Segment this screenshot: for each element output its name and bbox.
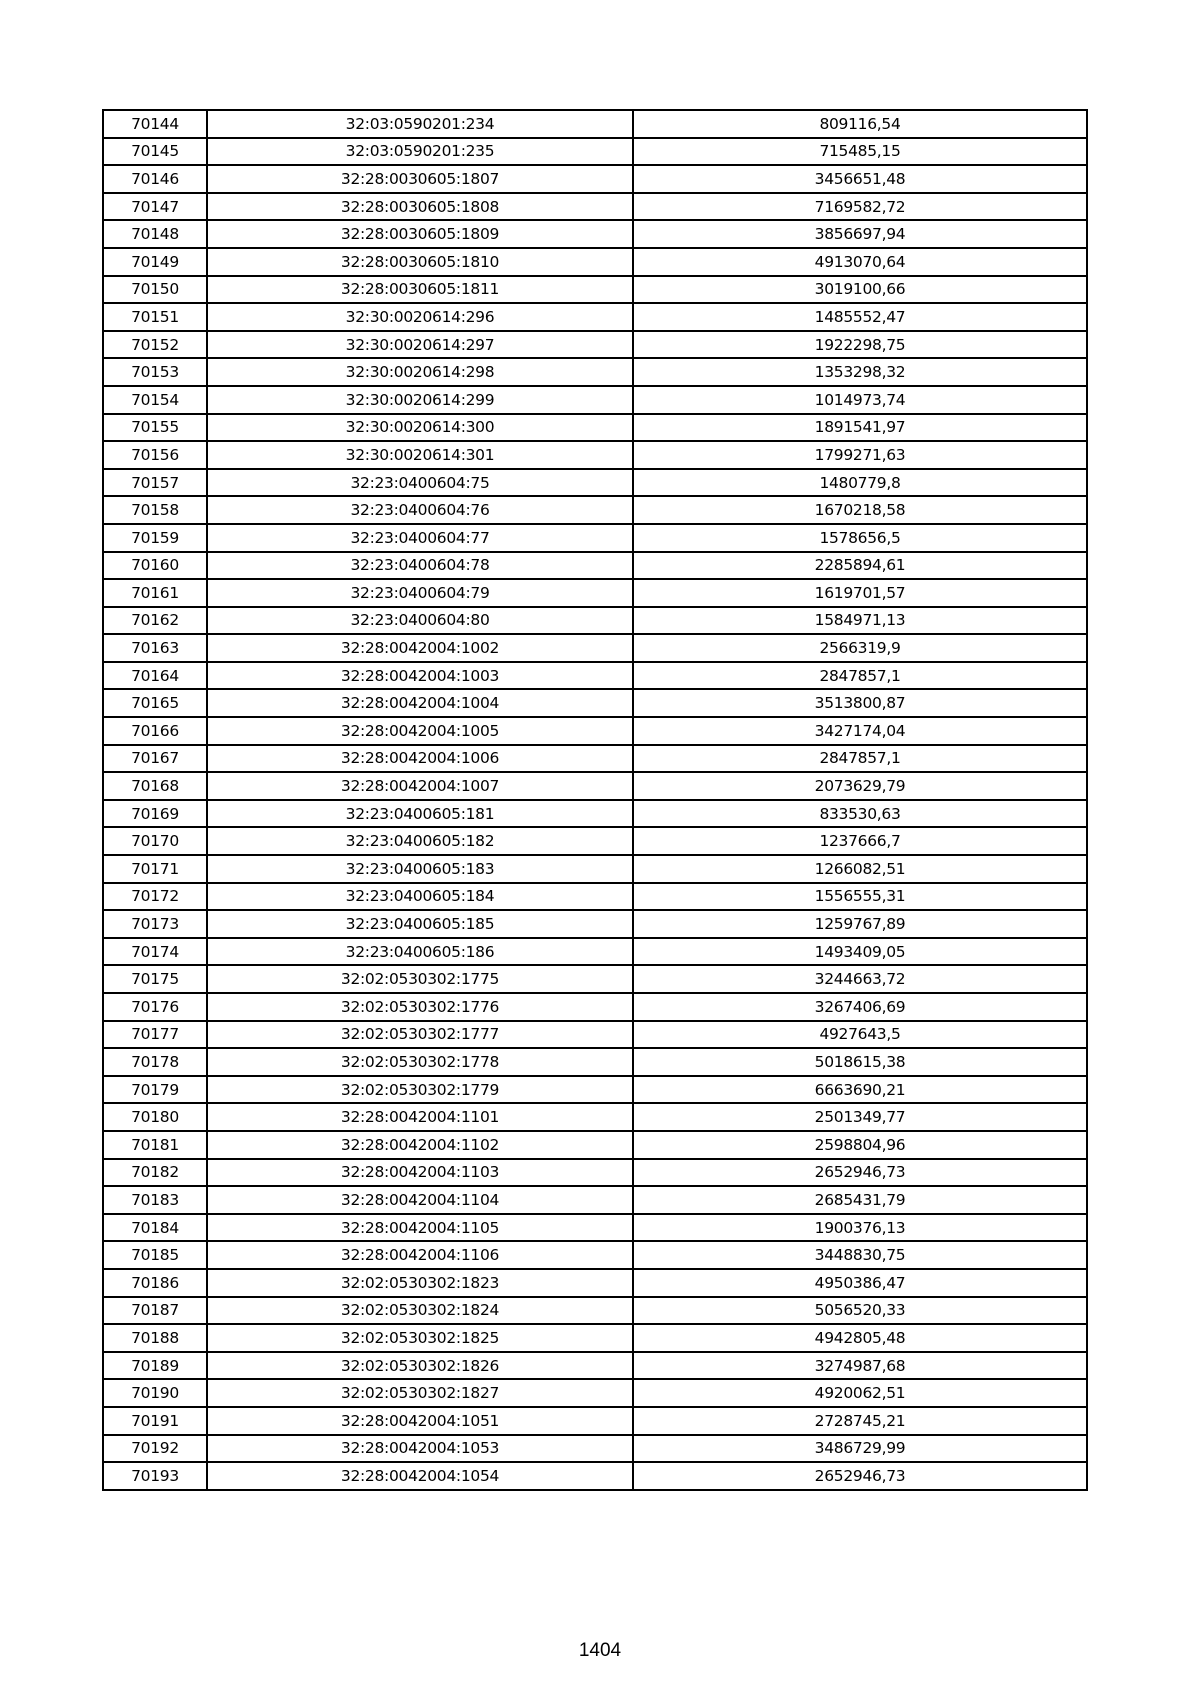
- table-row: [103, 331, 1087, 359]
- row-number-cell: 70174: [103, 938, 207, 966]
- cadastral-value-cell: 1922298,75: [633, 331, 1087, 359]
- table-row: [103, 1241, 1087, 1269]
- cadastral-value-cell: 5056520,33: [633, 1297, 1087, 1325]
- row-number-cell: 70170: [103, 827, 207, 855]
- row-number-cell: 70177: [103, 1021, 207, 1049]
- cadastral-number-cell: 32:30:0020614:296: [207, 303, 633, 331]
- table-row: [103, 414, 1087, 442]
- cadastral-value-cell: 2685431,79: [633, 1186, 1087, 1214]
- cadastral-number-cell: 32:02:0530302:1777: [207, 1021, 633, 1049]
- cadastral-number-cell: 32:23:0400605:183: [207, 855, 633, 883]
- table-row: [103, 1269, 1087, 1297]
- table-row: [103, 1297, 1087, 1325]
- row-number-cell: 70157: [103, 469, 207, 497]
- table-row: [103, 1076, 1087, 1104]
- cadastral-number-cell: 32:28:0042004:1007: [207, 772, 633, 800]
- cadastral-value-cell: 1556555,31: [633, 883, 1087, 911]
- table-row: [103, 165, 1087, 193]
- cadastral-value-cell: 2073629,79: [633, 772, 1087, 800]
- table-row: [103, 469, 1087, 497]
- cadastral-number-cell: 32:28:0042004:1102: [207, 1131, 633, 1159]
- table-row: [103, 689, 1087, 717]
- cadastral-value-cell: 1237666,7: [633, 827, 1087, 855]
- table-row: [103, 1379, 1087, 1407]
- row-number-cell: 70188: [103, 1324, 207, 1352]
- cadastral-value-cell: 1480779,8: [633, 469, 1087, 497]
- cadastral-value-cell: 3274987,68: [633, 1352, 1087, 1380]
- table-row: [103, 386, 1087, 414]
- cadastral-number-cell: 32:28:0030605:1810: [207, 248, 633, 276]
- row-number-cell: 70164: [103, 662, 207, 690]
- row-number-cell: 70171: [103, 855, 207, 883]
- cadastral-number-cell: 32:23:0400605:182: [207, 827, 633, 855]
- cadastral-number-cell: 32:02:0530302:1826: [207, 1352, 633, 1380]
- row-number-cell: 70191: [103, 1407, 207, 1435]
- cadastral-value-cell: 715485,15: [633, 138, 1087, 166]
- row-number-cell: 70173: [103, 910, 207, 938]
- cadastral-number-cell: 32:28:0042004:1106: [207, 1241, 633, 1269]
- cadastral-value-cell: 4913070,64: [633, 248, 1087, 276]
- cadastral-number-cell: 32:28:0042004:1105: [207, 1214, 633, 1242]
- cadastral-value-cell: 3513800,87: [633, 689, 1087, 717]
- cadastral-number-cell: 32:23:0400604:78: [207, 552, 633, 580]
- row-number-cell: 70155: [103, 414, 207, 442]
- cadastral-number-cell: 32:23:0400605:185: [207, 910, 633, 938]
- cadastral-value-cell: 3448830,75: [633, 1241, 1087, 1269]
- table-row: [103, 1103, 1087, 1131]
- cadastral-value-cell: 4927643,5: [633, 1021, 1087, 1049]
- cadastral-value-cell: 1353298,32: [633, 358, 1087, 386]
- table-row: [103, 248, 1087, 276]
- cadastral-value-cell: 4920062,51: [633, 1379, 1087, 1407]
- row-number-cell: 70182: [103, 1159, 207, 1187]
- row-number-cell: 70184: [103, 1214, 207, 1242]
- cadastral-number-cell: 32:02:0530302:1824: [207, 1297, 633, 1325]
- cadastral-value-cell: 3267406,69: [633, 993, 1087, 1021]
- row-number-cell: 70147: [103, 193, 207, 221]
- cadastral-number-cell: 32:28:0042004:1103: [207, 1159, 633, 1187]
- cadastral-number-cell: 32:02:0530302:1827: [207, 1379, 633, 1407]
- table-row: [103, 1324, 1087, 1352]
- table-row: [103, 855, 1087, 883]
- cadastral-value-cell: 2598804,96: [633, 1131, 1087, 1159]
- table-row: [103, 552, 1087, 580]
- cadastral-number-cell: 32:28:0042004:1002: [207, 634, 633, 662]
- cadastral-value-cell: 1578656,5: [633, 524, 1087, 552]
- row-number-cell: 70165: [103, 689, 207, 717]
- table-row: [103, 1214, 1087, 1242]
- cadastral-value-cell: 1259767,89: [633, 910, 1087, 938]
- table-row: [103, 800, 1087, 828]
- row-number-cell: 70148: [103, 220, 207, 248]
- cadastral-value-cell: 5018615,38: [633, 1048, 1087, 1076]
- row-number-cell: 70153: [103, 358, 207, 386]
- cadastral-number-cell: 32:28:0042004:1053: [207, 1435, 633, 1463]
- table-row: [103, 193, 1087, 221]
- cadastral-number-cell: 32:02:0530302:1776: [207, 993, 633, 1021]
- table-row: [103, 496, 1087, 524]
- cadastral-value-cell: 809116,54: [633, 110, 1087, 138]
- table-row: [103, 634, 1087, 662]
- table-row: [103, 1159, 1087, 1187]
- row-number-cell: 70152: [103, 331, 207, 359]
- row-number-cell: 70187: [103, 1297, 207, 1325]
- table-row: [103, 579, 1087, 607]
- cadastral-value-cell: 2728745,21: [633, 1407, 1087, 1435]
- table-row: [103, 745, 1087, 773]
- table-row: [103, 1462, 1087, 1490]
- cadastral-value-cell: 2566319,9: [633, 634, 1087, 662]
- table-body: [103, 110, 1087, 1490]
- table-row: [103, 883, 1087, 911]
- row-number-cell: 70190: [103, 1379, 207, 1407]
- cadastral-number-cell: 32:23:0400604:79: [207, 579, 633, 607]
- cadastral-value-cell: 3019100,66: [633, 276, 1087, 304]
- cadastral-number-cell: 32:23:0400604:75: [207, 469, 633, 497]
- table-row: [103, 772, 1087, 800]
- cadastral-value-cell: 3486729,99: [633, 1435, 1087, 1463]
- cadastral-value-cell: 1014973,74: [633, 386, 1087, 414]
- table-row: [103, 1021, 1087, 1049]
- row-number-cell: 70167: [103, 745, 207, 773]
- cadastral-number-cell: 32:28:0042004:1051: [207, 1407, 633, 1435]
- table-row: [103, 910, 1087, 938]
- cadastral-value-cell: 1891541,97: [633, 414, 1087, 442]
- cadastral-number-cell: 32:23:0400605:181: [207, 800, 633, 828]
- cadastral-value-cell: 3456651,48: [633, 165, 1087, 193]
- cadastral-number-cell: 32:23:0400604:77: [207, 524, 633, 552]
- cadastral-number-cell: 32:28:0042004:1005: [207, 717, 633, 745]
- cadastral-value-cell: 3244663,72: [633, 965, 1087, 993]
- cadastral-value-cell: 1584971,13: [633, 607, 1087, 635]
- table-row: [103, 1131, 1087, 1159]
- cadastral-value-table: [102, 109, 1088, 1491]
- cadastral-number-cell: 32:28:0042004:1006: [207, 745, 633, 773]
- row-number-cell: 70156: [103, 441, 207, 469]
- row-number-cell: 70192: [103, 1435, 207, 1463]
- row-number-cell: 70158: [103, 496, 207, 524]
- row-number-cell: 70172: [103, 883, 207, 911]
- cadastral-number-cell: 32:03:0590201:234: [207, 110, 633, 138]
- cadastral-value-cell: 7169582,72: [633, 193, 1087, 221]
- table-row: [103, 441, 1087, 469]
- row-number-cell: 70178: [103, 1048, 207, 1076]
- cadastral-number-cell: 32:28:0042004:1054: [207, 1462, 633, 1490]
- cadastral-value-cell: 2501349,77: [633, 1103, 1087, 1131]
- cadastral-number-cell: 32:02:0530302:1775: [207, 965, 633, 993]
- cadastral-value-cell: 1670218,58: [633, 496, 1087, 524]
- cadastral-number-cell: 32:28:0030605:1809: [207, 220, 633, 248]
- cadastral-number-cell: 32:28:0042004:1104: [207, 1186, 633, 1214]
- cadastral-number-cell: 32:23:0400604:80: [207, 607, 633, 635]
- cadastral-number-cell: 32:23:0400605:186: [207, 938, 633, 966]
- cadastral-value-cell: 1485552,47: [633, 303, 1087, 331]
- cadastral-value-cell: 833530,63: [633, 800, 1087, 828]
- row-number-cell: 70144: [103, 110, 207, 138]
- row-number-cell: 70160: [103, 552, 207, 580]
- row-number-cell: 70162: [103, 607, 207, 635]
- table-row: [103, 1186, 1087, 1214]
- row-number-cell: 70146: [103, 165, 207, 193]
- cadastral-number-cell: 32:30:0020614:300: [207, 414, 633, 442]
- cadastral-value-cell: 2847857,1: [633, 745, 1087, 773]
- cadastral-number-cell: 32:23:0400605:184: [207, 883, 633, 911]
- row-number-cell: 70185: [103, 1241, 207, 1269]
- row-number-cell: 70149: [103, 248, 207, 276]
- table-row: [103, 1435, 1087, 1463]
- table-row: [103, 965, 1087, 993]
- page-number: 1404: [578, 1640, 622, 1661]
- table-row: [103, 1048, 1087, 1076]
- cadastral-number-cell: 32:02:0530302:1825: [207, 1324, 633, 1352]
- row-number-cell: 70161: [103, 579, 207, 607]
- cadastral-value-cell: 1900376,13: [633, 1214, 1087, 1242]
- row-number-cell: 70168: [103, 772, 207, 800]
- row-number-cell: 70169: [103, 800, 207, 828]
- cadastral-number-cell: 32:28:0030605:1811: [207, 276, 633, 304]
- cadastral-number-cell: 32:30:0020614:299: [207, 386, 633, 414]
- table-row: [103, 110, 1087, 138]
- cadastral-value-cell: 3856697,94: [633, 220, 1087, 248]
- cadastral-number-cell: 32:30:0020614:298: [207, 358, 633, 386]
- row-number-cell: 70180: [103, 1103, 207, 1131]
- table-row: [103, 662, 1087, 690]
- cadastral-value-cell: 4942805,48: [633, 1324, 1087, 1352]
- cadastral-number-cell: 32:28:0042004:1004: [207, 689, 633, 717]
- row-number-cell: 70145: [103, 138, 207, 166]
- cadastral-number-cell: 32:28:0030605:1808: [207, 193, 633, 221]
- cadastral-value-cell: 6663690,21: [633, 1076, 1087, 1104]
- table-row: [103, 303, 1087, 331]
- row-number-cell: 70186: [103, 1269, 207, 1297]
- cadastral-value-cell: 1799271,63: [633, 441, 1087, 469]
- row-number-cell: 70176: [103, 993, 207, 1021]
- table-row: [103, 993, 1087, 1021]
- cadastral-number-cell: 32:30:0020614:297: [207, 331, 633, 359]
- row-number-cell: 70163: [103, 634, 207, 662]
- table-row: [103, 276, 1087, 304]
- row-number-cell: 70181: [103, 1131, 207, 1159]
- row-number-cell: 70166: [103, 717, 207, 745]
- row-number-cell: 70193: [103, 1462, 207, 1490]
- table-row: [103, 1352, 1087, 1380]
- cadastral-value-cell: 2652946,73: [633, 1159, 1087, 1187]
- cadastral-value-cell: 3427174,04: [633, 717, 1087, 745]
- cadastral-value-cell: 2652946,73: [633, 1462, 1087, 1490]
- cadastral-value-cell: 1266082,51: [633, 855, 1087, 883]
- cadastral-value-cell: 1619701,57: [633, 579, 1087, 607]
- cadastral-value-cell: 4950386,47: [633, 1269, 1087, 1297]
- table-row: [103, 607, 1087, 635]
- cadastral-number-cell: 32:02:0530302:1823: [207, 1269, 633, 1297]
- row-number-cell: 70179: [103, 1076, 207, 1104]
- row-number-cell: 70159: [103, 524, 207, 552]
- row-number-cell: 70150: [103, 276, 207, 304]
- cadastral-number-cell: 32:30:0020614:301: [207, 441, 633, 469]
- cadastral-number-cell: 32:03:0590201:235: [207, 138, 633, 166]
- cadastral-number-cell: 32:28:0030605:1807: [207, 165, 633, 193]
- table-row: [103, 220, 1087, 248]
- cadastral-number-cell: 32:02:0530302:1778: [207, 1048, 633, 1076]
- table-row: [103, 717, 1087, 745]
- table-row: [103, 358, 1087, 386]
- cadastral-value-cell: 2285894,61: [633, 552, 1087, 580]
- row-number-cell: 70183: [103, 1186, 207, 1214]
- cadastral-value-cell: 2847857,1: [633, 662, 1087, 690]
- table-row: [103, 524, 1087, 552]
- row-number-cell: 70175: [103, 965, 207, 993]
- cadastral-number-cell: 32:28:0042004:1003: [207, 662, 633, 690]
- table-row: [103, 827, 1087, 855]
- cadastral-number-cell: 32:23:0400604:76: [207, 496, 633, 524]
- row-number-cell: 70189: [103, 1352, 207, 1380]
- cadastral-number-cell: 32:28:0042004:1101: [207, 1103, 633, 1131]
- cadastral-value-cell: 1493409,05: [633, 938, 1087, 966]
- table-row: [103, 938, 1087, 966]
- table-row: [103, 1407, 1087, 1435]
- table-row: [103, 138, 1087, 166]
- row-number-cell: 70154: [103, 386, 207, 414]
- cadastral-number-cell: 32:02:0530302:1779: [207, 1076, 633, 1104]
- row-number-cell: 70151: [103, 303, 207, 331]
